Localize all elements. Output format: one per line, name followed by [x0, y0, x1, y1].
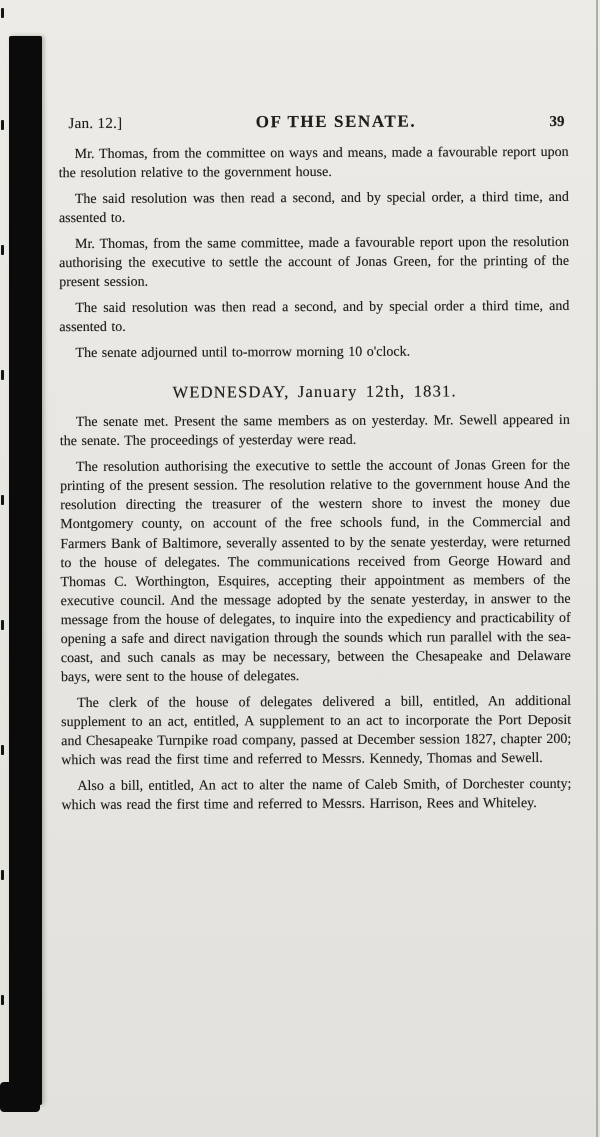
paragraph-2: The said resolution was then read a second, and by special order, a third time, and assented to. [58, 189, 569, 227]
paragraph-3: Mr. Thomas, from the same committee, made a favourable report upon the resolution authorising the executive to settle the account of Jonas Green, for the printing of the present session. [59, 235, 570, 291]
paragraph-1: Mr. Thomas, from the committee on ways and means, made a favourable report upon the resolution relative to the government house. [58, 144, 569, 182]
page-title: OF THE SENATE. [255, 111, 417, 132]
edge-mark [1, 870, 4, 880]
binding-corner-mark [0, 1082, 40, 1112]
edge-mark [1, 245, 4, 255]
header-date-marker: Jan. 12.] [68, 115, 123, 133]
running-header [58, 111, 568, 135]
paragraph-8: The clerk of the house of delegates delivered a bill, entitled, An additional supplement to an act, entitled, A supplement to an act to incorporate the Port Deposit and Chesapeake Turnpike road company, passed at December session 1827, chapter 200; which was read the first time and referred to Messrs. Kennedy, Thomas and Sewell. [61, 693, 572, 768]
edge-mark [1, 745, 4, 755]
page-right-edge [596, 0, 598, 1137]
paragraph-7: The resolution authorising the executive to settle the account of Jonas Green for the printing of the present session. The resolution relative to the government house And the resolution directing the treasurer of the western shore to invest the money due Montgomery county, on account of the free schools fund, in the Commercial and Farmers Bank of Baltimore, severally assented to by the senate yesterday, were returned to the house of delegates. The communications received from George Howard and Thomas C. Worthington, Esquires, accepting their appointment as members of the executive council. And the message adopted by the senate yesterday, in answer to the message from the house of delegates, to inquire into the expediency and practicability of opening a safe and direct navigation through the sounds which run parallel with the sea-coast, and such canals as may be necessary, between the Chesapeake and Delaware bays, were sent to the house of delegates. [60, 458, 571, 685]
film-edge-marks [0, 0, 8, 1137]
paragraph-4: The said resolution was then read a second, and by special order a third time, and assented to. [59, 299, 570, 336]
page-number: 39 [549, 113, 565, 130]
edge-mark [1, 120, 4, 130]
body-text [59, 143, 572, 815]
edge-mark [1, 995, 4, 1005]
paragraph-5: The senate adjourned until to-morrow morning 10 o'clock. [75, 344, 411, 362]
binding-bar [9, 36, 42, 1105]
paragraph-6: The senate met. Present the same members as on yesterday. Mr. Sewell appeared in the senate. The proceedings of yesterday were read. [59, 413, 570, 450]
paragraph-9: Also a bill, entitled, An act to alter the name of Caleb Smith, of Dorchester county; which was read the first time and referred to Messrs. Harrison, Rees and Whiteley. [61, 776, 572, 814]
edge-mark [1, 620, 4, 630]
edge-mark [1, 495, 4, 505]
edge-mark [1, 370, 4, 380]
section-heading-date: WEDNESDAY, January 12th, 1831. [172, 381, 457, 402]
page-content [58, 111, 571, 815]
edge-mark [1, 8, 4, 18]
